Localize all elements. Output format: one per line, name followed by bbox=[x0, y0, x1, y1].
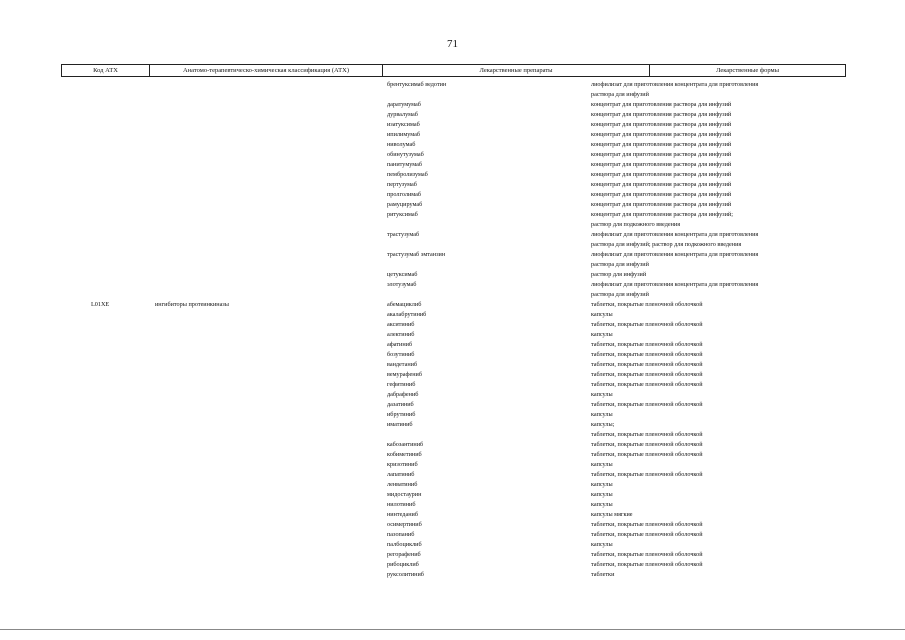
drug-name: мидостаурин bbox=[387, 491, 422, 498]
dosage-form: концентрат для приготовления раствора для инфузий bbox=[591, 181, 732, 188]
drug-name: осимертиниб bbox=[387, 521, 422, 528]
drug-name: пазопаниб bbox=[387, 531, 415, 538]
page-bottom-rule bbox=[0, 629, 905, 630]
dosage-form: таблетки, покрытые пленочной оболочкой bbox=[591, 521, 703, 528]
drug-name: пертузумаб bbox=[387, 181, 417, 188]
drug-name: бозутиниб bbox=[387, 351, 415, 358]
header-drugs: Лекарственные препараты bbox=[383, 65, 650, 76]
drug-name: руксолитиниб bbox=[387, 571, 424, 578]
dosage-form: капсулы bbox=[591, 541, 613, 548]
dosage-form: лиофилизат для приготовления концентрата для приготовления bbox=[591, 281, 759, 288]
drug-name: рибоциклиб bbox=[387, 561, 419, 568]
dosage-form: таблетки, покрытые пленочной оболочкой bbox=[591, 441, 703, 448]
dosage-form: таблетки, покрытые пленочной оболочкой bbox=[591, 301, 703, 308]
dosage-form: концентрат для приготовления раствора для инфузий bbox=[591, 151, 732, 158]
drug-name: акситиниб bbox=[387, 321, 415, 328]
header-classification: Анатомо-терапевтическо-химическая классификация (АТХ) bbox=[150, 65, 383, 76]
dosage-form: таблетки, покрытые пленочной оболочкой bbox=[591, 531, 703, 538]
drug-name: кризотиниб bbox=[387, 461, 418, 468]
header-forms: Лекарственные формы bbox=[715, 67, 779, 74]
drug-name: даратумумаб bbox=[387, 101, 421, 108]
dosage-form: таблетки, покрытые пленочной оболочкой bbox=[591, 471, 703, 478]
drug-name: изатуксимаб bbox=[387, 121, 420, 128]
dosage-form: капсулы; bbox=[591, 421, 615, 428]
drug-name: ипилимумаб bbox=[387, 131, 421, 138]
dosage-form: таблетки, покрытые пленочной оболочкой bbox=[591, 451, 703, 458]
dosage-form: концентрат для приготовления раствора для инфузий bbox=[591, 131, 732, 138]
dosage-form: таблетки, покрытые пленочной оболочкой bbox=[591, 551, 703, 558]
drug-name: дабрафениб bbox=[387, 391, 419, 398]
dosage-form: таблетки, покрытые пленочной оболочкой bbox=[591, 381, 703, 388]
dosage-form: раствора для инфузий bbox=[591, 261, 649, 268]
drug-name: вандетаниб bbox=[387, 361, 418, 368]
drug-name: абемациклиб bbox=[387, 301, 422, 308]
dosage-form: раствор для инфузий bbox=[591, 271, 647, 278]
drug-name: нинтеданиб bbox=[387, 511, 418, 518]
drug-name: обинутузумаб bbox=[387, 151, 424, 158]
dosage-form: концентрат для приготовления раствора для инфузий bbox=[591, 191, 732, 198]
dosage-form: лиофилизат для приготовления концентрата для приготовления bbox=[591, 81, 759, 88]
drug-name: рамуцирумаб bbox=[387, 201, 423, 208]
dosage-form: капсулы bbox=[591, 491, 613, 498]
drug-name: гефитиниб bbox=[387, 381, 416, 388]
dosage-form: раствора для инфузий bbox=[591, 91, 649, 98]
dosage-form: капсулы мягкие bbox=[591, 511, 633, 518]
dosage-form: таблетки bbox=[591, 571, 615, 578]
drug-name: кабозантиниб bbox=[387, 441, 424, 448]
dosage-form: концентрат для приготовления раствора для инфузий bbox=[591, 141, 732, 148]
drug-name: ритуксимаб bbox=[387, 211, 418, 218]
dosage-form: концентрат для приготовления раствора для инфузий bbox=[591, 171, 732, 178]
dosage-form: концентрат для приготовления раствора для инфузий bbox=[591, 121, 732, 128]
dosage-form: капсулы bbox=[591, 481, 613, 488]
dosage-form: капсулы bbox=[591, 391, 613, 398]
drug-name: иматиниб bbox=[387, 421, 413, 428]
dosage-form: раствора для инфузий; раствор для подкожного введения bbox=[591, 241, 742, 248]
code-cell: L01XE bbox=[91, 301, 110, 308]
dosage-form: капсулы bbox=[591, 461, 613, 468]
dosage-form: концентрат для приготовления раствора для инфузий bbox=[591, 161, 732, 168]
drug-name: афатиниб bbox=[387, 341, 413, 348]
dosage-form: таблетки, покрытые пленочной оболочкой bbox=[591, 401, 703, 408]
drug-name: брентуксимаб ведотин bbox=[387, 81, 447, 88]
dosage-form: концентрат для приготовления раствора для инфузий bbox=[591, 201, 732, 208]
dosage-form: капсулы bbox=[591, 331, 613, 338]
drug-name: ибрутиниб bbox=[387, 411, 416, 418]
header-code: Код АТХ bbox=[62, 65, 150, 76]
dosage-form: лиофилизат для приготовления концентрата для приготовления bbox=[591, 231, 759, 238]
drug-name: кобиметиниб bbox=[387, 451, 422, 458]
dosage-form: таблетки, покрытые пленочной оболочкой bbox=[591, 321, 703, 328]
drug-name: лапатиниб bbox=[387, 471, 415, 478]
dosage-form: концентрат для приготовления раствора для инфузий; bbox=[591, 211, 733, 218]
dosage-form: капсулы bbox=[591, 501, 613, 508]
dosage-form: лиофилизат для приготовления концентрата для приготовления bbox=[591, 251, 759, 258]
drug-name: пролголимаб bbox=[387, 191, 422, 198]
drug-name: элотузумаб bbox=[387, 281, 417, 288]
dosage-form: таблетки, покрытые пленочной оболочкой bbox=[591, 561, 703, 568]
drug-name: алектиниб bbox=[387, 331, 415, 338]
dosage-form: таблетки, покрытые пленочной оболочкой bbox=[591, 371, 703, 378]
drug-name: вемурафениб bbox=[387, 371, 423, 378]
drug-name: дазатиниб bbox=[387, 401, 414, 408]
drug-name: трастузумаб эмтанзин bbox=[387, 251, 446, 258]
dosage-form: концентрат для приготовления раствора для инфузий bbox=[591, 101, 732, 108]
drug-name: панитумумаб bbox=[387, 161, 423, 168]
drug-name: цетуксимаб bbox=[387, 271, 418, 278]
drug-name: акалабрутиниб bbox=[387, 311, 427, 318]
dosage-form: раствор для подкожного введения bbox=[591, 221, 681, 228]
drug-name: дурвалумаб bbox=[387, 111, 418, 118]
dosage-form: таблетки, покрытые пленочной оболочкой bbox=[591, 341, 703, 348]
drug-name: палбоциклиб bbox=[387, 541, 422, 548]
dosage-form: таблетки, покрытые пленочной оболочкой bbox=[591, 351, 703, 358]
page-number: 71 bbox=[447, 38, 458, 50]
table-header bbox=[61, 64, 846, 77]
drug-name: регорафениб bbox=[387, 551, 421, 558]
drug-name: пембролизумаб bbox=[387, 171, 428, 178]
dosage-form: капсулы bbox=[591, 311, 613, 318]
dosage-form: таблетки, покрытые пленочной оболочкой bbox=[591, 431, 703, 438]
dosage-form: таблетки, покрытые пленочной оболочкой bbox=[591, 361, 703, 368]
drug-name: трастузумаб bbox=[387, 231, 420, 238]
dosage-form: раствора для инфузий bbox=[591, 291, 649, 298]
drug-name: нилотиниб bbox=[387, 501, 416, 508]
drug-name: ниволумаб bbox=[387, 141, 416, 148]
dosage-form: концентрат для приготовления раствора для инфузий bbox=[591, 111, 732, 118]
drug-name: ленватиниб bbox=[387, 481, 418, 488]
dosage-form: капсулы bbox=[591, 411, 613, 418]
classification-cell: ингибиторы протеинкиназы bbox=[155, 301, 229, 308]
